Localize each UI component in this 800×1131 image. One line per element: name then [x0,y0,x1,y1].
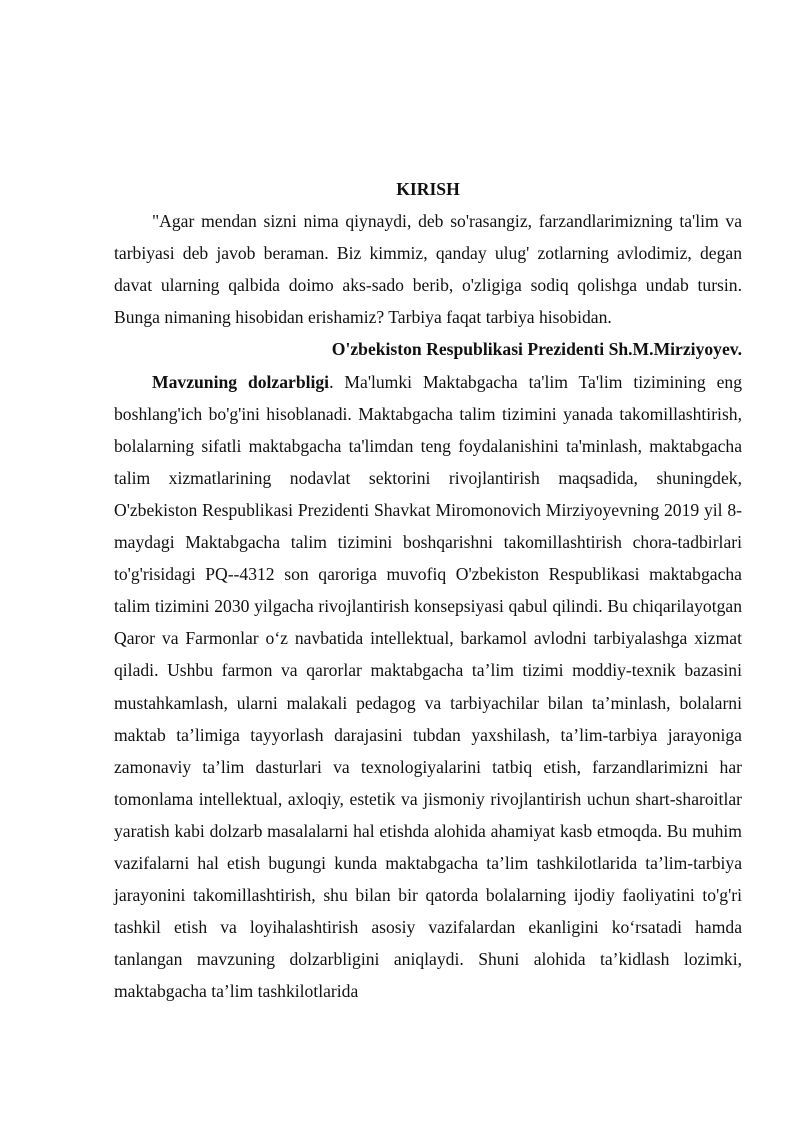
relevance-text: . Ma'lumki Maktabgacha ta'lim Ta'lim tizimining eng boshlang'ich bo'g'ini hisoblanadi. Maktabgacha talim tizimini yanada takomillashtirish, bolalarning sifatli maktabgacha ta'limdan teng foydalanishini ta'minlash, maktabgacha talim xizmatlarining nodavlat sektorini rivojlantirish maqsadida, shuningdek, O'zbekiston Respublikasi Prezidenti Shavkat Miromonovich Mirziyoyevning 2019 yil 8-maydagi Maktabgacha talim tizimini boshqarishni takomillashtirish chora-tadbirlari to'g'risidagi PQ--4312 son qaroriga muvofiq O'zbekiston Respublikasi maktabgacha talim tizimini 2030 yilgacha rivojlantirish konsepsiyasi qabul qilindi. Bu chiqarilayotgan Qaror va Farmonlar o‘z navbatida intellektual, barkamol avlodni tarbiyalashga xizmat qiladi. Ushbu farmon va qarorlar maktabgacha ta’lim tizimi moddiy-texnik bazasini mustahkamlash, ularni malakali pedagog va tarbiyachilar bilan ta’minlash, bolalarni maktab ta’limiga tayyorlash darajasini tubdan yaxshilash, ta’lim-tarbiya jarayoniga zamonaviy ta’lim dasturlari va texnologiyalarini tatbiq etish, farzandlarimizni har tomonlama intellektual, axloqiy, estetik va jismoniy rivojlantirish uchun shart-sharoitlar yaratish kabi dolzarb masalalarni hal etishda alohida ahamiyat kasb etmoqda. Bu muhim vazifalarni hal etish bugungi kunda maktabgacha ta’lim tashkilotlarida ta’lim-tarbiya jarayonini takomillashtirish, shu bilan bir qatorda bolalarning ijodiy faoliyatini to'g'ri tashkil etish va loyihalashtirish asosiy vazifalardan ekanligini ko‘rsatadi hamda tanlangan mavzuning dolzarbligini aniqlaydi. Shuni alohida ta’kidlash lozimki, maktabgacha ta’lim tashkilotlarida [114,371,742,1002]
epigraph-signature: O'zbekiston Respublikasi Prezidenti Sh.M.Mirziyoyev. [331,339,742,360]
epigraph-quote: "Agar mendan sizni nima qiynaydi, deb so'rasangiz, farzandlarimizning ta'lim va tarbiyasi deb javob beraman. Biz kimmiz, qanday ulug' zotlarning avlodimiz, degan davat ularning qalbida doimo aks-sado berib, o'zligiga sodiq qolishga undab tursin. Bunga nimaning hisobidan erishamiz? Tarbiya faqat tarbiya hisobidan. [114,211,742,328]
relevance-lead: Mavzuning dolzarbligi [152,371,330,392]
document-body [114,173,742,1007]
section-heading: KIRISH [396,179,460,199]
relevance-paragraph [114,366,742,1008]
